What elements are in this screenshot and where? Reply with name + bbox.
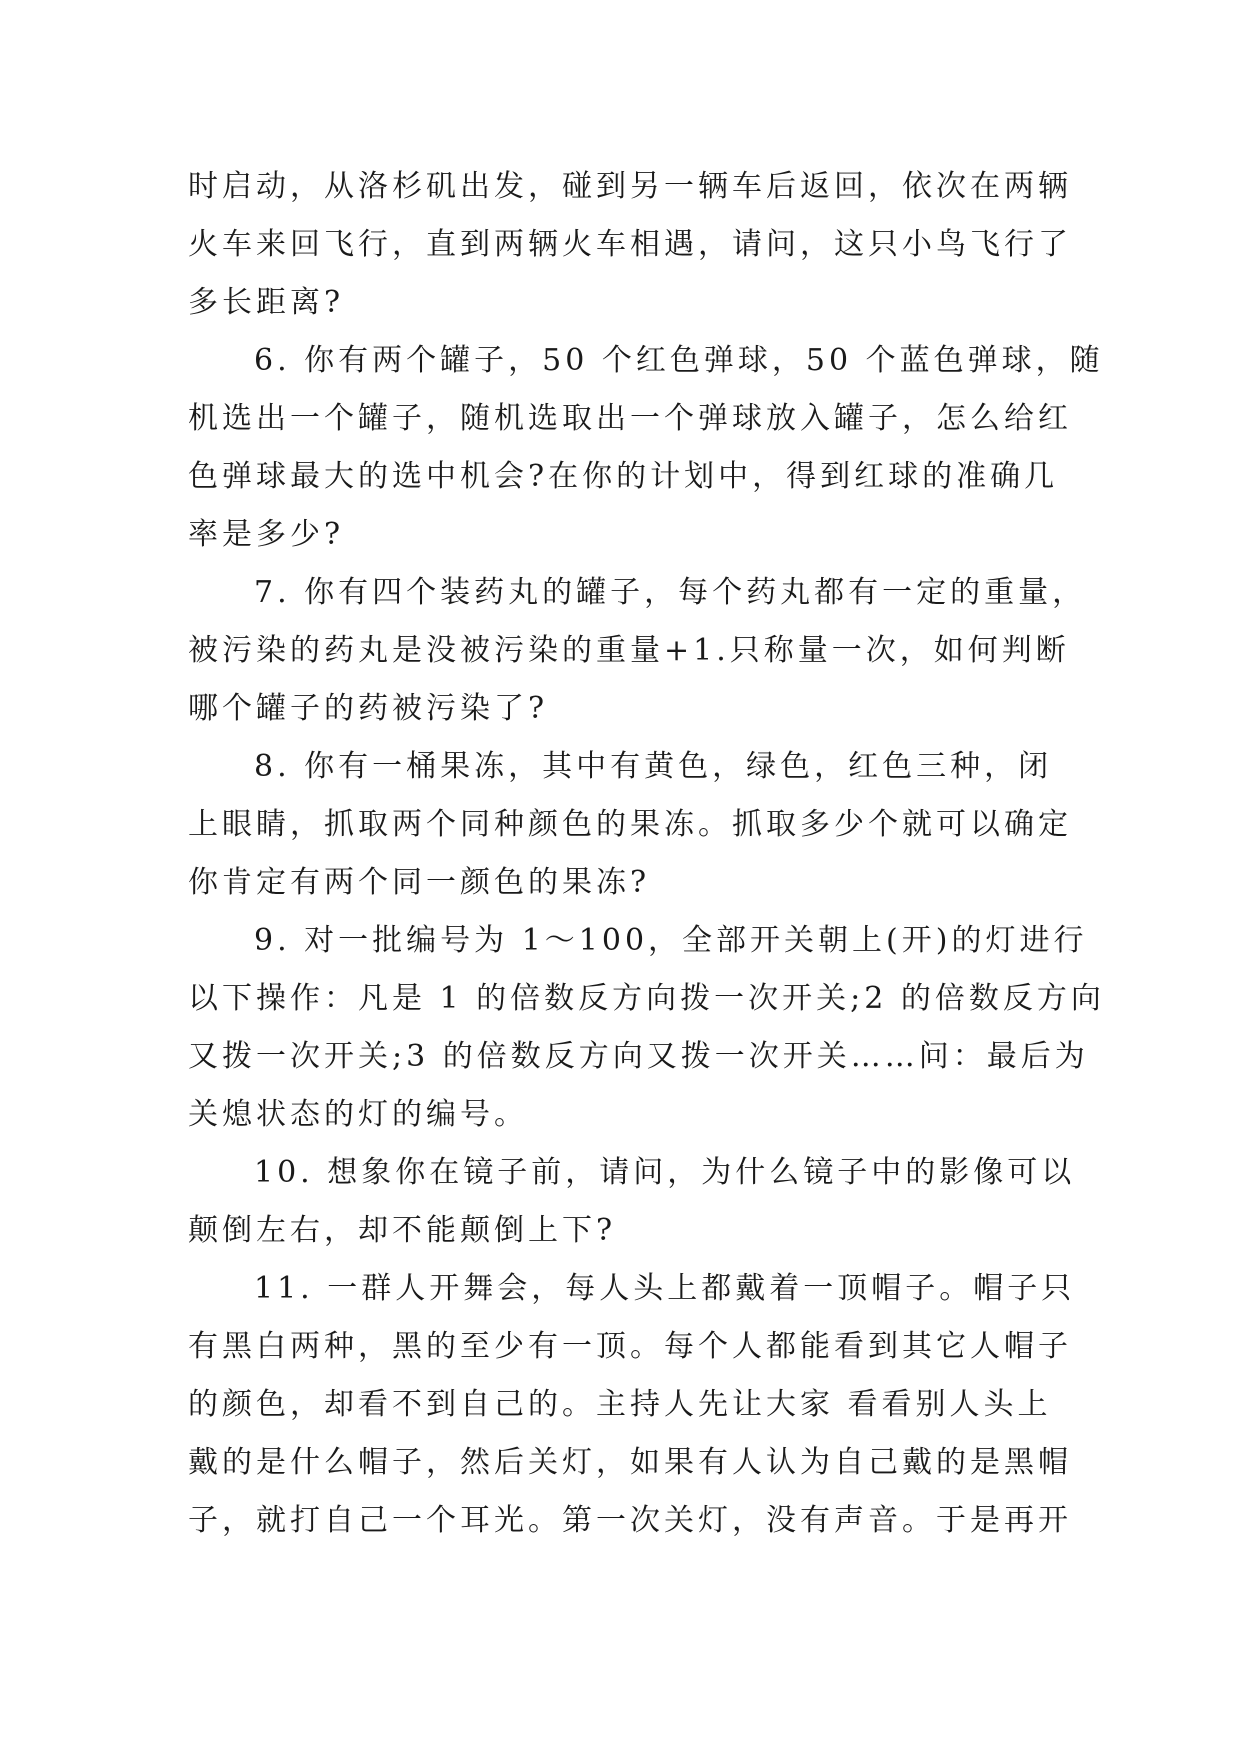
text-line: 6. 你有两个罐子，50 个红色弹球，50 个蓝色弹球，随 [254,343,1104,378]
text-line: 9. 对一批编号为 1～100，全部开关朝上(开)的灯进行 [254,923,1088,958]
text-line: 8. 你有一桶果冻，其中有黄色，绿色，红色三种，闭 [254,749,1053,784]
text-line: 戴的是什么帽子，然后关灯，如果有人认为自己戴的是黑帽 [188,1445,1072,1480]
text-line: 你肯定有两个同一颜色的果冻? [188,865,651,900]
paragraph-question-6 [188,332,1104,564]
paragraph-question-11 [188,1260,1076,1550]
text-line: 子，就打自己一个耳光。第一次关灯，没有声音。于是再开 [188,1503,1072,1538]
text-line: 10. 想象你在镜子前，请问，为什么镜子中的影像可以 [254,1155,1076,1190]
text-line: 颠倒左右，却不能颠倒上下? [188,1213,617,1248]
text-line: 的颜色，却看不到自己的。主持人先让大家 看看别人头上 [188,1387,1052,1422]
text-line: 又拨一次开关;3 的倍数反方向又拨一次开关……问：最后为 [188,1039,1089,1074]
text-line: 色弹球最大的选中机会?在你的计划中，得到红球的准确几 [188,459,1059,494]
text-line: 被污染的药丸是没被污染的重量+1.只称量一次，如何判断 [188,633,1070,668]
text-line: 多长距离? [188,285,345,320]
document-body [188,158,1105,1550]
text-line: 以下操作：凡是 1 的倍数反方向拨一次开关;2 的倍数反方向 [188,981,1105,1016]
text-line: 7. 你有四个装药丸的罐子，每个药丸都有一定的重量， [254,575,1087,610]
text-line: 时启动，从洛杉矶出发，碰到另一辆车后返回，依次在两辆 [188,169,1072,204]
text-line: 机选出一个罐子，随机选取出一个弹球放入罐子，怎么给红 [188,401,1072,436]
text-line: 上眼睛，抓取两个同种颜色的果冻。抓取多少个就可以确定 [188,807,1072,842]
paragraph-question-8 [188,738,1072,912]
text-line: 率是多少? [188,517,345,552]
text-line: 关熄状态的灯的编号。 [188,1097,528,1132]
text-line: 11. 一群人开舞会，每人头上都戴着一顶帽子。帽子只 [254,1271,1076,1306]
text-line: 火车来回飞行，直到两辆火车相遇，请问，这只小鸟飞行了 [188,227,1072,262]
paragraph-continuation [188,158,1072,332]
text-line: 哪个罐子的药被污染了? [188,691,549,726]
paragraph-question-7 [188,564,1087,738]
paragraph-question-10 [188,1144,1076,1260]
paragraph-question-9 [188,912,1105,1144]
text-line: 有黑白两种，黑的至少有一顶。每个人都能看到其它人帽子 [188,1329,1072,1364]
